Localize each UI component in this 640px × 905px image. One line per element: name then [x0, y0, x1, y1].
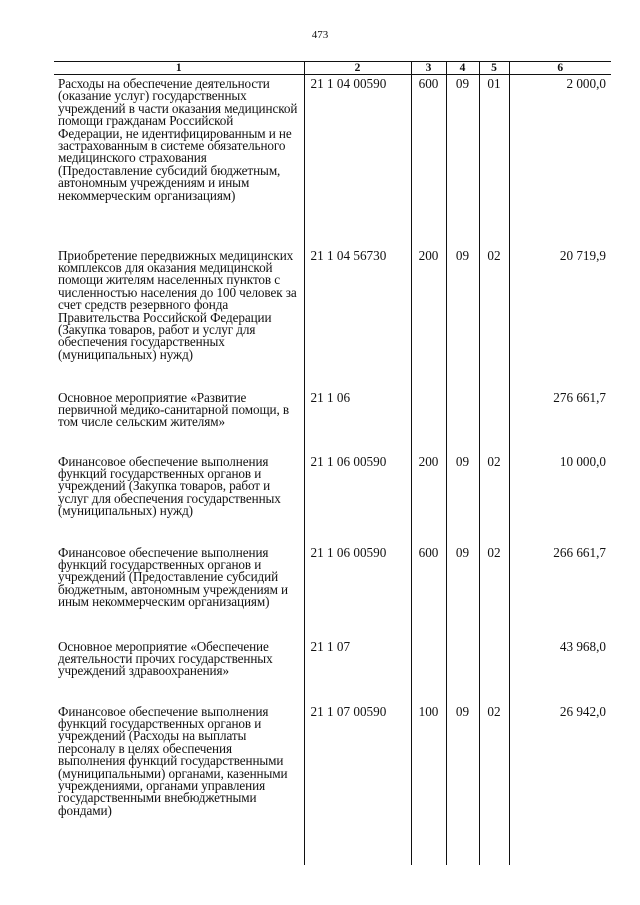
expense-type: 600 — [411, 75, 446, 247]
expense-type: 200 — [411, 247, 446, 389]
section-code — [446, 389, 479, 453]
section-code: 09 — [446, 703, 479, 865]
column-header: 4 — [446, 62, 479, 75]
budget-code: 21 1 06 00590 — [304, 453, 411, 544]
table-row — [54, 453, 611, 544]
column-header: 2 — [304, 62, 411, 75]
amount: 266 661,7 — [509, 544, 611, 638]
subsection-code: 01 — [479, 75, 509, 247]
section-code: 09 — [446, 247, 479, 389]
table-row — [54, 247, 611, 389]
amount: 10 000,0 — [509, 453, 611, 544]
subsection-code: 02 — [479, 544, 509, 638]
table-row — [54, 638, 611, 703]
item-description: Финансовое обеспечение выполнения функций государственных органов и учреждений (Закупка товаров, работ и услуг для обеспечения государственных (муниципальных) нужд) — [58, 453, 281, 519]
item-description: Приобретение передвижных медицинских комплексов для оказания медицинской помощи жителям населенных пунктов с численностью населения до 100 человек за счет средств резервного фонда Правительства Российской Федерации (Закупка товаров, работ и услуг для обеспечения государственных (муниципальных) нужд) — [58, 247, 297, 362]
table-row — [54, 703, 611, 865]
expense-type: 100 — [411, 703, 446, 865]
amount: 2 000,0 — [509, 75, 611, 247]
budget-code: 21 1 04 56730 — [304, 247, 411, 389]
table-row — [54, 544, 611, 638]
section-code: 09 — [446, 544, 479, 638]
section-code — [446, 638, 479, 703]
expense-type — [411, 389, 446, 453]
expense-type — [411, 638, 446, 703]
budget-table — [54, 61, 611, 865]
amount: 276 661,7 — [509, 389, 611, 453]
table-row — [54, 75, 611, 247]
subsection-code: 02 — [479, 453, 509, 544]
column-header: 5 — [479, 62, 509, 75]
expense-type: 200 — [411, 453, 446, 544]
section-code: 09 — [446, 453, 479, 544]
subsection-code: 02 — [479, 703, 509, 865]
column-header: 6 — [509, 62, 611, 75]
item-description: Финансовое обеспечение выполнения функций государственных органов и учреждений (Расходы на выплаты персоналу в целях обеспечения выполнения функций государственными (муниципальными) органами, казенными учреждениями, органами управления государственными внебюджетными фондами) — [58, 703, 288, 818]
amount: 20 719,9 — [509, 247, 611, 389]
subsection-code — [479, 638, 509, 703]
section-code: 09 — [446, 75, 479, 247]
budget-code: 21 1 07 00590 — [304, 703, 411, 865]
budget-code: 21 1 06 — [304, 389, 411, 453]
column-header: 1 — [54, 62, 304, 75]
subsection-code — [479, 389, 509, 453]
item-description: Основное мероприятие «Развитие первичной медико-санитарной помощи, в том числе сельским жителям» — [58, 389, 289, 430]
subsection-code: 02 — [479, 247, 509, 389]
header-row — [54, 62, 611, 75]
column-header: 3 — [411, 62, 446, 75]
budget-code: 21 1 04 00590 — [304, 75, 411, 247]
budget-code: 21 1 07 — [304, 638, 411, 703]
item-description: Расходы на обеспечение деятельности (оказание услуг) государственных учреждений в части оказания медицинской помощи гражданам Российской Федерации, не идентифицированным и не застрахованным в системе обязательного медицинского страхования (Предоставление субсидий бюджетным, автономным учреждениям и иным некоммерческим организациям) — [58, 76, 298, 203]
amount: 43 968,0 — [509, 638, 611, 703]
amount: 26 942,0 — [509, 703, 611, 865]
page-number: 473 — [311, 29, 329, 41]
item-description: Финансовое обеспечение выполнения функций государственных органов и учреждений (Предоставление субсидий бюджетным, автономным учреждениям и иным некоммерческим организациям) — [58, 544, 288, 610]
item-description: Основное мероприятие «Обеспечение деятельности прочих государственных учреждений здравоохранения» — [58, 638, 273, 679]
expense-type: 600 — [411, 544, 446, 638]
table-row — [54, 389, 611, 453]
budget-code: 21 1 06 00590 — [304, 544, 411, 638]
